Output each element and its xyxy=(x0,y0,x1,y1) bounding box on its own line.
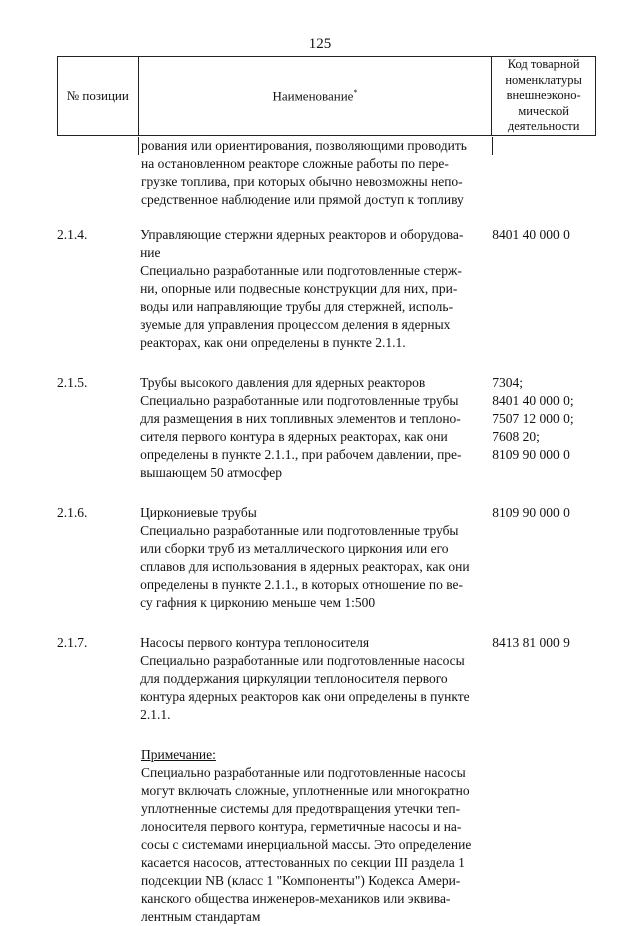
text-line: Специально разработанные или подготовленные насосы xyxy=(140,653,465,668)
text-line: воды или направляющие трубы для стержней, исполь- xyxy=(140,299,454,314)
text-line: определены в пункте 2.1.1., при рабочем давлении, пре- xyxy=(140,447,462,462)
trade-code: 7507 12 000 0; xyxy=(492,411,574,426)
text-line: лентным стандартам xyxy=(141,909,261,924)
text-line: или сборки труб из металлического циркония или его xyxy=(140,541,449,556)
text-line: су гафния к цирконию меньше чем 1:500 xyxy=(140,595,376,610)
text-line: зуемые для управления процессом деления в ядерных xyxy=(140,317,451,332)
name-column-header xyxy=(138,57,492,136)
code-column-header xyxy=(492,57,596,136)
code-header-line: внешнеэконо- xyxy=(506,88,581,103)
text-line: реакторах, как они определены в пункте 2.1.1. xyxy=(140,335,406,350)
text-line: Специально разработанные или подготовленные трубы xyxy=(140,393,459,408)
text-line: Трубы высокого давления для ядерных реакторов xyxy=(140,375,426,390)
entry-codes xyxy=(484,374,597,482)
code-header-line: Код товарной xyxy=(507,57,580,72)
entry-text xyxy=(140,634,484,724)
entry-2-1-4 xyxy=(57,226,597,352)
position-header-label: № позиции xyxy=(66,88,129,103)
trade-code: 8401 40 000 0; xyxy=(492,393,574,408)
text-line: касается насосов, аттестованных по секции III раздела 1 xyxy=(141,855,465,870)
continuation-text xyxy=(141,137,489,209)
text-line: грузке топлива, при которых обычно невозможны непо- xyxy=(141,174,463,189)
entry-codes xyxy=(484,504,597,612)
entry-text xyxy=(140,226,484,352)
document-body xyxy=(57,137,597,926)
entry-number: 2.1.7. xyxy=(57,635,88,650)
text-line: рования или ориентирования, позволяющими проводить xyxy=(141,138,467,153)
text-line: для поддержания циркуляции теплоносителя первого xyxy=(140,671,448,686)
table-header xyxy=(57,56,596,136)
text-line: сосы с системами инерциальной массы. Это определение xyxy=(141,837,472,852)
position-column-header xyxy=(58,57,139,136)
code-header-line: номенклатуры xyxy=(505,72,582,87)
trade-code: 8401 40 000 0 xyxy=(492,227,570,242)
text-line: Управляющие стержни ядерных реакторов и оборудова- xyxy=(140,227,464,242)
entry-codes xyxy=(484,226,597,352)
text-line: Специально разработанные или подготовленные стерж- xyxy=(140,263,462,278)
text-line: лоносителя первого контура, герметичные насосы и на- xyxy=(141,819,462,834)
text-line: Циркониевые трубы xyxy=(140,505,257,520)
text-line: контура ядерных реакторов как они определены в пункте xyxy=(140,689,470,704)
text-line: средственное наблюдение или прямой доступ к топливу xyxy=(141,192,464,207)
trade-code: 8109 90 000 0 xyxy=(492,447,570,462)
trade-code: 8109 90 000 0 xyxy=(492,505,570,520)
text-line: Специально разработанные или подготовленные трубы xyxy=(140,523,459,538)
text-line: определены в пункте 2.1.1., в которых отношение по ве- xyxy=(140,577,463,592)
text-line: Насосы первого контура теплоносителя xyxy=(140,635,370,650)
page-number: 125 xyxy=(308,36,332,52)
entry-2-1-5 xyxy=(57,374,597,482)
text-line: 2.1.1. xyxy=(140,707,171,722)
entry-codes xyxy=(484,634,597,724)
code-header-line: деятельности xyxy=(507,119,580,134)
footnote-mark: * xyxy=(353,87,358,97)
note-block xyxy=(141,746,489,926)
text-line: сплавов для использования в ядерных реакторах, как они xyxy=(140,559,470,574)
entry-2-1-7 xyxy=(57,634,597,724)
text-line: на остановленном реакторе сложные работы по пере- xyxy=(141,156,449,171)
name-header-label: Наименование xyxy=(272,88,354,104)
text-line: ни, опорные или подвесные конструкции для них, при- xyxy=(140,281,458,296)
text-line: сителя первого контура в ядерных реакторах, как они xyxy=(140,429,448,444)
entry-text xyxy=(140,374,484,482)
text-line: могут включать сложные, уплотненные или многократно xyxy=(141,783,470,798)
entry-number: 2.1.6. xyxy=(57,505,88,520)
text-line: канского общества инженеров-механиков или эквива- xyxy=(141,891,451,906)
trade-code: 8413 81 000 9 xyxy=(492,635,570,650)
entry-number: 2.1.4. xyxy=(57,227,88,242)
text-line: ние xyxy=(140,245,161,260)
text-line: подсекции NB (класс 1 "Компоненты") Кодекса Амери- xyxy=(141,873,461,888)
text-line: уплотненные системы для предотвращения утечки теп- xyxy=(141,801,461,816)
note-label: Примечание: xyxy=(141,747,216,762)
entry-number: 2.1.5. xyxy=(57,375,88,390)
entry-text xyxy=(140,504,484,612)
trade-code: 7304; xyxy=(492,375,523,390)
text-line: Специально разработанные или подготовленные насосы xyxy=(141,765,466,780)
text-line: для размещения в них топливных элементов и теплоно- xyxy=(140,411,461,426)
text-line: вышающем 50 атмосфер xyxy=(140,465,282,480)
trade-code: 7608 20; xyxy=(492,429,540,444)
entry-2-1-6 xyxy=(57,504,597,612)
code-header-line: мической xyxy=(518,103,569,118)
